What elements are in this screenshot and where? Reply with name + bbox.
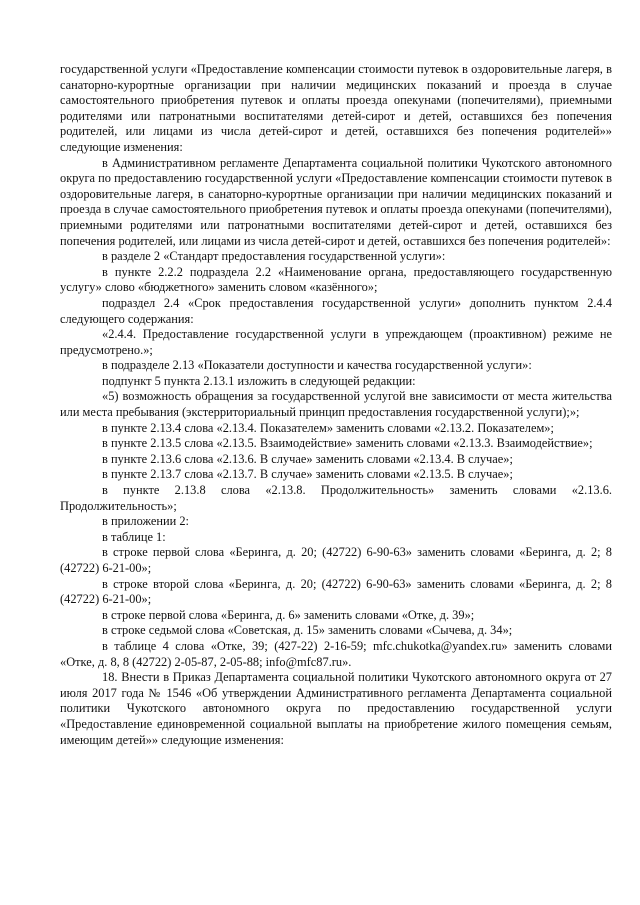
paragraph: в строке первой слова «Беринга, д. 6» заменить словами «Отке, д. 39»; — [102, 607, 475, 622]
paragraph: в пункте 2.2.2 подраздела 2.2 «Наименование органа, предоставляющего государственную услугу» слово «бюджетного» заменить словом «казённого»; — [60, 264, 612, 295]
paragraph: в пункте 2.13.5 слова «2.13.5. Взаимодействие» заменить словами «2.13.3. Взаимодействие»; — [102, 436, 593, 451]
paragraph: подраздел 2.4 «Срок предоставления государственной услуги» дополнить пунктом 2.4.4 следующего содержания: — [60, 295, 612, 326]
paragraph: в пункте 2.13.7 слова «2.13.7. В случае» заменить словами «2.13.5. В случае»; — [102, 467, 513, 482]
paragraph: государственной услуги «Предоставление компенсации стоимости путевок в оздоровительные лагеря, в санаторно-курортные организации при наличии медицинских показаний и проезда в случае самостоятельного приобретения путевок и оплаты проезда опекунами (попечителями), приемными родителями или патронатными воспитателями детей-сирот и детей, оставшихся без попечения родителей, или лицами из числа детей-сирот и детей, оставшихся без попечения родителей»» следующие изменения: — [60, 62, 612, 154]
paragraph: в подразделе 2.13 «Показатели доступности и качества государственной услуги»: — [102, 358, 532, 373]
paragraph: в пункте 2.13.6 слова «2.13.6. В случае» заменить словами «2.13.4. В случае»; — [102, 451, 513, 466]
paragraph: в разделе 2 «Стандарт предоставления государственной услуги»: — [102, 249, 446, 264]
paragraph: в строке первой слова «Беринга, д. 20; (42722) 6-90-63» заменить словами «Беринга, д. 2; 8 (42722) 6-21-00»; — [60, 545, 612, 575]
paragraph: «5) возможность обращения за государственной услугой вне зависимости от места жительства или места пребывания (экстерриториальный принцип предоставления государственной услуги);»; — [60, 389, 612, 420]
paragraph: «2.4.4. Предоставление государственной услуги в упреждающем (проактивном) режиме не предусмотрено.»; — [60, 327, 612, 357]
paragraph: в таблице 1: — [102, 529, 166, 544]
paragraph: в строке второй слова «Беринга, д. 20; (42722) 6-90-63» заменить словами «Беринга, д. 2; 8 (42722) 6-21-00»; — [60, 576, 612, 607]
paragraph: в приложении 2: — [102, 514, 190, 529]
paragraph: в таблице 4 слова «Отке, 39; (427-22) 2-16-59; mfc.chukotka@yandex.ru» заменить словами «Отке, д. 8, 8 (42722) 2-05-87, 2-05-88; info@mfc87.ru». — [60, 638, 612, 669]
paragraph: подпункт 5 пункта 2.13.1 изложить в следующей редакции: — [102, 373, 416, 388]
paragraph: в строке седьмой слова «Советская, д. 15» заменить словами «Сычева, д. 34»; — [102, 623, 513, 638]
paragraph: в пункте 2.13.4 слова «2.13.4. Показателем» заменить словами «2.13.2. Показателем»; — [102, 420, 554, 435]
paragraph: в пункте 2.13.8 слова «2.13.8. Продолжительность» заменить словами «2.13.6. Продолжительность»; — [60, 483, 612, 513]
paragraph: в Административном регламенте Департамента социальной политики Чукотского автономного округа по предоставлению государственной услуги «Предоставление компенсации стоимости путевок в оздоровительные лагеря, в санаторно-курортные организации при наличии медицинских показаний и проезда в случае самостоятельного приобретения путевок и оплаты проезда опекунами (попечителями), приемными родителями или патронатными воспитателями детей-сирот и детей, оставшихся без попечения родителей, или лицами из числа детей-сирот и детей, оставшихся без попечения родителей»: — [60, 155, 612, 248]
paragraph: 18. Внести в Приказ Департамента социальной политики Чукотского автономного округа от 27 июля 2017 года № 1546 «Об утверждении Административного регламента Департамента социальной политики Чукотского автономного округа по предоставлению государственной услуги «Предоставление единовременной социальной выплаты на приобретение жилого помещения семьям, имеющим детей»» следующие изменения: — [60, 670, 612, 747]
